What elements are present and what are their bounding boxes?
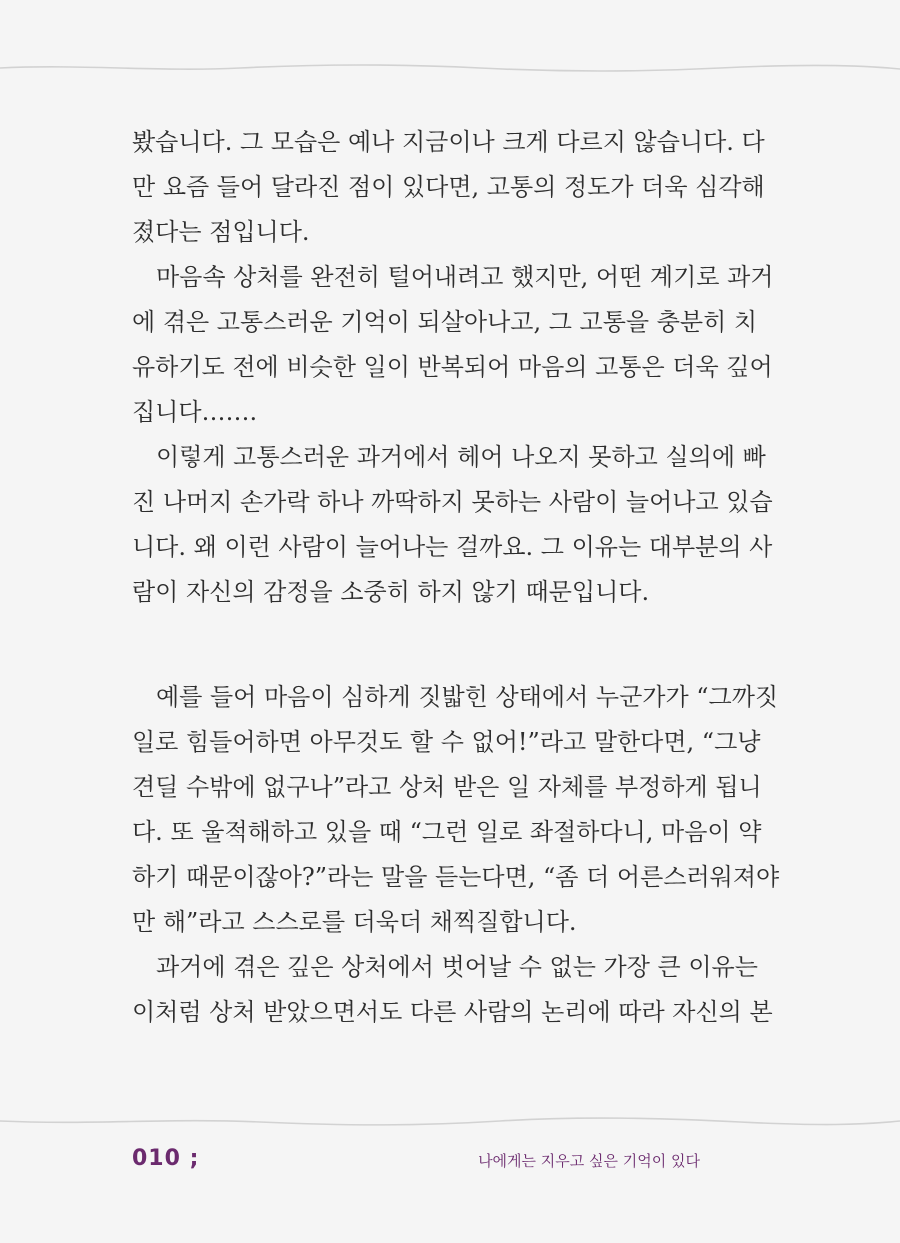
paragraph (132, 945, 773, 1035)
text-line: 졌다는 점입니다. (132, 218, 310, 246)
paragraph (132, 435, 773, 615)
text-line: 견딜 수밖에 없구나”라고 상처 받은 일 자체를 부정하게 됩니 (132, 773, 762, 801)
paragraph (132, 675, 780, 945)
text-line: 람이 자신의 감정을 소중히 하지 않기 때문입니다. (132, 578, 650, 606)
text-line: 예를 들어 마음이 심하게 짓밟힌 상태에서 누군가가 “그까짓 (132, 683, 779, 711)
text-line: 다. 또 울적해하고 있을 때 “그런 일로 좌절하다니, 마음이 약 (132, 818, 762, 846)
text-line: 유하기도 전에 비슷한 일이 반복되어 마음의 고통은 더욱 깊어 (132, 353, 773, 381)
paragraph (132, 120, 765, 255)
text-line: 이렇게 고통스러운 과거에서 헤어 나오지 못하고 실의에 빠 (132, 443, 766, 471)
bottom-wavy-rule (0, 1116, 900, 1128)
running-book-title: 나에게는 지우고 싶은 기억이 있다 (478, 1152, 700, 1170)
text-line: 마음속 상처를 완전히 털어내려고 했지만, 어떤 계기로 과거 (132, 263, 774, 291)
top-wavy-rule (0, 62, 900, 74)
page-number: 010 ; (132, 1146, 200, 1171)
paragraph (132, 255, 774, 435)
body-text (132, 120, 780, 1035)
text-line: 에 겪은 고통스러운 기억이 되살아나고, 그 고통을 충분히 치 (132, 308, 758, 336)
text-line: 일로 힘들어하면 아무것도 할 수 없어!”라고 말한다면, “그냥 (132, 728, 761, 756)
text-line: 만 해”라고 스스로를 더욱더 채찍질합니다. (132, 908, 577, 936)
text-line: 하기 때문이잖아?”라는 말을 듣는다면, “좀 더 어른스러워져야 (132, 863, 780, 891)
text-line: 이처럼 상처 받았으면서도 다른 사람의 논리에 따라 자신의 본 (132, 998, 773, 1026)
text-line: 봤습니다. 그 모습은 예나 지금이나 크게 다르지 않습니다. 다 (132, 128, 765, 156)
text-line: 니다. 왜 이런 사람이 늘어나는 걸까요. 그 이유는 대부분의 사 (132, 533, 773, 561)
page-footer (132, 1146, 700, 1176)
text-line: 만 요즘 들어 달라진 점이 있다면, 고통의 정도가 더욱 심각해 (132, 173, 765, 201)
text-line: 과거에 겪은 깊은 상처에서 벗어날 수 없는 가장 큰 이유는 (132, 953, 758, 981)
section-gap (132, 615, 702, 675)
text-line: 진 나머지 손가락 하나 까딱하지 못하는 사람이 늘어나고 있습 (132, 488, 773, 516)
text-line: 집니다……. (132, 398, 258, 426)
